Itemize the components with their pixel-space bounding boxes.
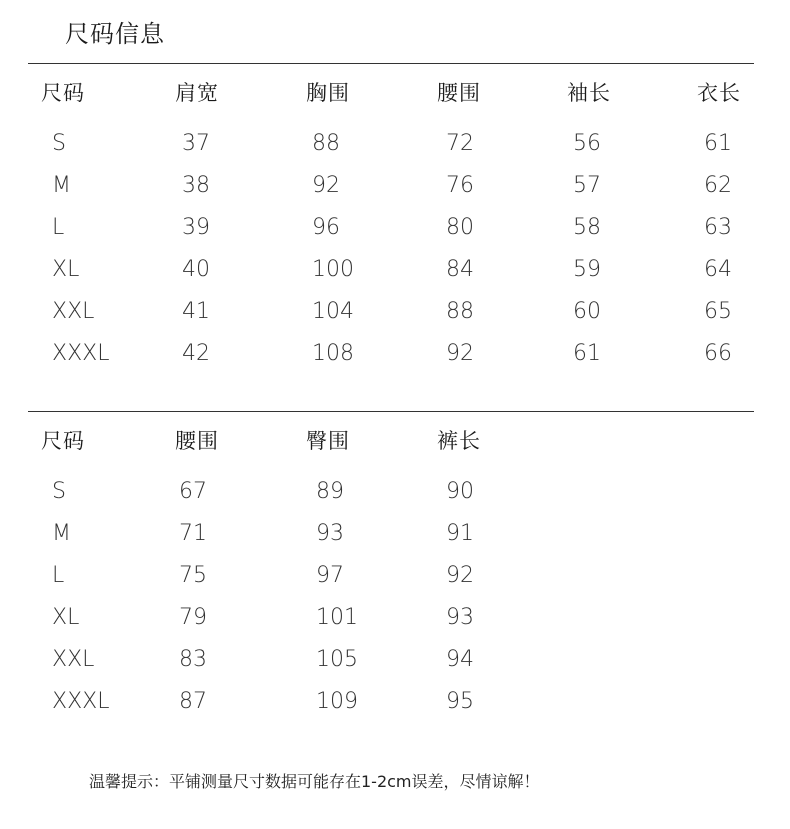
shoulder-cell: 41 xyxy=(182,299,210,324)
table-header-row xyxy=(0,420,790,462)
length-cell: 61 xyxy=(704,131,732,156)
sleeve-cell: 57 xyxy=(573,173,601,198)
length-cell: 66 xyxy=(704,341,732,366)
top-size-table-body xyxy=(0,123,790,375)
length-cell: 65 xyxy=(704,299,732,324)
size-cell: L xyxy=(52,563,65,588)
waist-cell: 88 xyxy=(446,299,474,324)
waist-cell: 71 xyxy=(179,521,207,546)
table-row xyxy=(0,291,790,333)
sleeve-cell: 60 xyxy=(573,299,601,324)
table-row xyxy=(0,333,790,375)
header-hip: 臀围 xyxy=(306,429,350,453)
hip-cell: 97 xyxy=(316,563,344,588)
pant-length-cell: 95 xyxy=(446,689,474,714)
chest-cell: 96 xyxy=(312,215,340,240)
size-cell: S xyxy=(52,479,66,504)
length-cell: 63 xyxy=(704,215,732,240)
table-header-row xyxy=(0,72,790,114)
shoulder-cell: 38 xyxy=(182,173,210,198)
hip-cell: 89 xyxy=(316,479,344,504)
pant-length-cell: 92 xyxy=(446,563,474,588)
size-cell: XXXL xyxy=(52,689,110,714)
hip-cell: 101 xyxy=(316,605,358,630)
header-shoulder: 肩宽 xyxy=(175,81,219,105)
bottom-size-table-body xyxy=(0,471,790,723)
waist-cell: 79 xyxy=(179,605,207,630)
sleeve-cell: 56 xyxy=(573,131,601,156)
size-cell: XXL xyxy=(52,299,95,324)
middle-divider xyxy=(28,411,754,412)
size-cell: XXXL xyxy=(52,341,110,366)
hip-cell: 105 xyxy=(316,647,358,672)
hip-cell: 93 xyxy=(316,521,344,546)
page-title: 尺码信息 xyxy=(65,20,165,48)
top-size-table xyxy=(0,72,790,114)
measurement-note: 温馨提示：平铺测量尺寸数据可能存在1-2cm误差，尽情谅解！ xyxy=(89,772,540,791)
header-sleeve: 袖长 xyxy=(567,81,611,105)
waist-cell: 76 xyxy=(446,173,474,198)
waist-cell: 84 xyxy=(446,257,474,282)
header-length: 衣长 xyxy=(697,81,741,105)
table-row xyxy=(0,681,790,723)
header-chest: 胸围 xyxy=(306,81,350,105)
size-cell: M xyxy=(52,173,71,198)
pant-length-cell: 94 xyxy=(446,647,474,672)
table-row xyxy=(0,165,790,207)
top-divider xyxy=(28,63,754,64)
header-waist: 腰围 xyxy=(437,81,481,105)
pant-length-cell: 93 xyxy=(446,605,474,630)
shoulder-cell: 39 xyxy=(182,215,210,240)
table-row xyxy=(0,123,790,165)
size-cell: L xyxy=(52,215,65,240)
bottom-size-table xyxy=(0,420,790,462)
hip-cell: 109 xyxy=(316,689,358,714)
table-row xyxy=(0,207,790,249)
table-row xyxy=(0,513,790,555)
waist-cell: 75 xyxy=(179,563,207,588)
pant-length-cell: 90 xyxy=(446,479,474,504)
size-cell: XL xyxy=(52,605,80,630)
size-cell: XL xyxy=(52,257,80,282)
waist-cell: 80 xyxy=(446,215,474,240)
table-row xyxy=(0,249,790,291)
waist-cell: 92 xyxy=(446,341,474,366)
sleeve-cell: 58 xyxy=(573,215,601,240)
shoulder-cell: 42 xyxy=(182,341,210,366)
chest-cell: 88 xyxy=(312,131,340,156)
sleeve-cell: 59 xyxy=(573,257,601,282)
waist-cell: 83 xyxy=(179,647,207,672)
header-pant-length: 裤长 xyxy=(437,429,481,453)
shoulder-cell: 37 xyxy=(182,131,210,156)
length-cell: 62 xyxy=(704,173,732,198)
header-size: 尺码 xyxy=(41,429,85,453)
chest-cell: 104 xyxy=(312,299,354,324)
shoulder-cell: 40 xyxy=(182,257,210,282)
length-cell: 64 xyxy=(704,257,732,282)
size-cell: S xyxy=(52,131,66,156)
table-row xyxy=(0,597,790,639)
header-waist: 腰围 xyxy=(175,429,219,453)
table-row xyxy=(0,555,790,597)
table-row xyxy=(0,471,790,513)
chest-cell: 92 xyxy=(312,173,340,198)
waist-cell: 72 xyxy=(446,131,474,156)
size-cell: XXL xyxy=(52,647,95,672)
chest-cell: 100 xyxy=(312,257,354,282)
waist-cell: 87 xyxy=(179,689,207,714)
header-size: 尺码 xyxy=(41,81,85,105)
pant-length-cell: 91 xyxy=(446,521,474,546)
table-row xyxy=(0,639,790,681)
waist-cell: 67 xyxy=(179,479,207,504)
size-cell: M xyxy=(52,521,71,546)
sleeve-cell: 61 xyxy=(573,341,601,366)
chest-cell: 108 xyxy=(312,341,354,366)
